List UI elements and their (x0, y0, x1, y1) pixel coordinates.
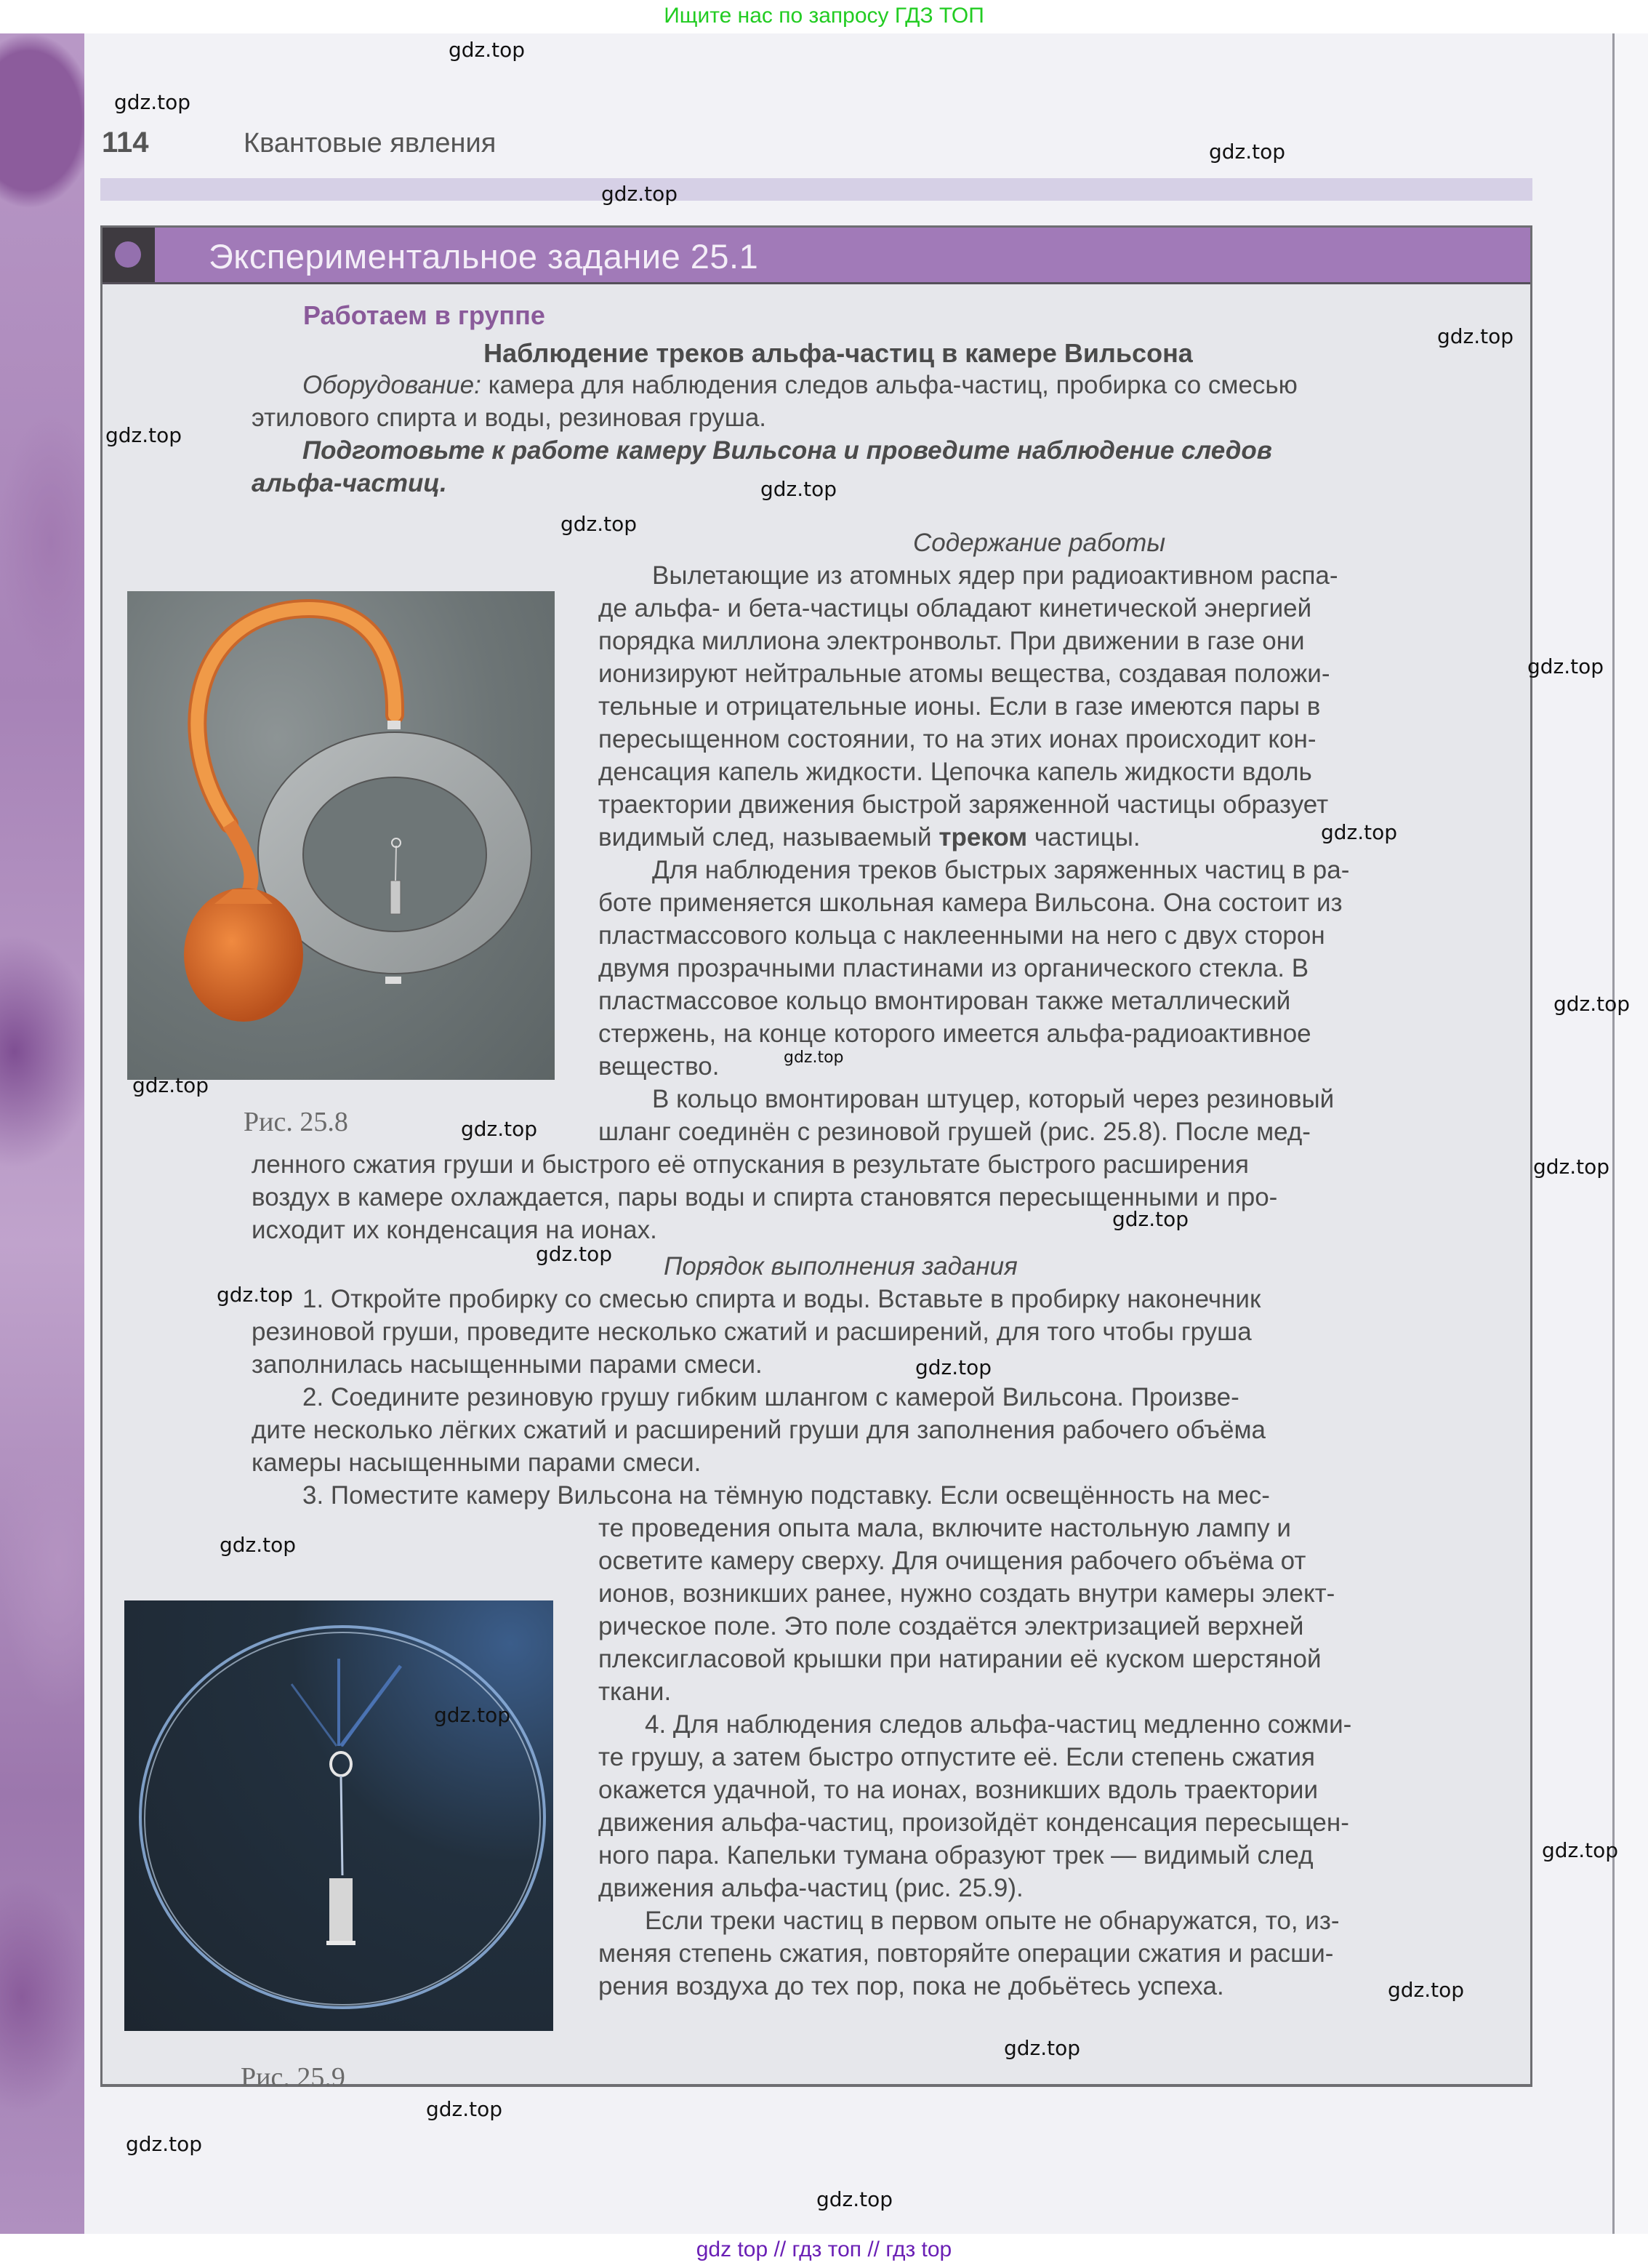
page-edge (1612, 33, 1648, 2234)
content-line: траектории движения быстрой заряженной частицы образует (598, 790, 1329, 819)
watermark: gdz.top (132, 1073, 209, 1097)
task-title: Наблюдение треков альфа-частиц в камере Вильсона (483, 338, 1193, 368)
watermark: gdz.top (601, 182, 678, 206)
step-4-line: ного пара. Капельки тумана образуют трек — видимый след (598, 1841, 1314, 1870)
step-3-line: плексигласовой крышки при натирании её куском шерстяной (598, 1645, 1322, 1673)
fitting-line: исходит их конденсация на ионах. (252, 1216, 657, 1244)
step-4-line: те грушу, а затем быстро отпустите её. Если степень сжатия (598, 1743, 1315, 1771)
watermark: gdz.top (449, 38, 526, 62)
decorative-purple-strip (0, 33, 84, 2234)
fitting-line: ленного сжатия груши и быстрого её отпускания в результате быстрого расширения (252, 1150, 1249, 1179)
watermark: gdz.top (220, 1533, 297, 1557)
watermark: gdz.top (1553, 992, 1631, 1016)
watermark: gdz.top (114, 90, 191, 114)
content-line: Вылетающие из атомных ядер при радиоактивном распа- (652, 561, 1338, 590)
watermark: gdz.top (760, 477, 837, 501)
final-line: Если треки частиц в первом опыте не обнаружатся, то, из- (645, 1907, 1340, 1935)
content-line: порядка миллиона электронвольт. При движении в газе они (598, 627, 1305, 655)
content-line: денсация капель жидкости. Цепочка капель жидкости вдоль (598, 758, 1312, 786)
figure-25-9-caption: Рис. 25.9 (241, 2062, 345, 2093)
figure-25-8-caption: Рис. 25.8 (244, 1107, 348, 1137)
bullet-dot-icon (115, 241, 141, 268)
step-3-line: рическое поле. Это поле создаётся электризацией верхней (598, 1612, 1304, 1640)
watermark: gdz.top (1112, 1207, 1189, 1231)
watermark: gdz.top (1388, 1978, 1465, 2002)
fitting-line: шланг соединён с резиновой грушей (рис. 25.8). После мед- (598, 1118, 1311, 1146)
watermark: gdz.top (1004, 2036, 1081, 2060)
watermark: gdz.top (915, 1355, 992, 1379)
watermark: gdz.top (434, 1703, 511, 1727)
term-track: треком (938, 823, 1028, 851)
watermark: gdz.top (536, 1242, 613, 1266)
figure-25-9-image (124, 1600, 553, 2031)
step-3-line: 3. Поместите камеру Вильсона на тёмную подставку. Если освещённость на мес- (302, 1481, 1270, 1510)
content-line (598, 821, 1141, 854)
watermark: gdz.top (105, 423, 182, 447)
step-4-line: движения альфа-частиц, произойдёт конденсация пересыщен- (598, 1808, 1349, 1837)
step-2-line: камеры насыщенными парами смеси. (252, 1448, 702, 1477)
equipment-label: Оборудование: (302, 371, 481, 399)
chamber-line: боте применяется школьная камера Вильсона. Она состоит из (598, 889, 1343, 917)
watermark: gdz.top (560, 512, 638, 536)
text-fragment: частицы. (1027, 823, 1141, 851)
step-4-line: движения альфа-частиц (рис. 25.9). (598, 1874, 1024, 1902)
watermark: gdz.top (426, 2097, 503, 2121)
header-rule (100, 178, 1532, 201)
watermark: gdz.top (1209, 140, 1286, 164)
page-number: 114 (102, 127, 149, 159)
top-promo-banner: Ищите нас по запросу ГДЗ ТОП (0, 0, 1648, 33)
step-4-line: окажется удачной, то на ионах, возникших вдоль траектории (598, 1776, 1318, 1804)
step-3-line: ткани. (598, 1678, 672, 1706)
watermark: gdz.top (217, 1283, 294, 1307)
figure-25-8-image (127, 591, 555, 1080)
experimental-task-box (100, 225, 1532, 2093)
watermark: gdz.top (1437, 324, 1514, 348)
step-4-line: 4. Для наблюдения следов альфа-частиц медленно сожми- (645, 1710, 1352, 1739)
watermark: gdz.top (1533, 1155, 1610, 1179)
equipment-text: камера для наблюдения следов альфа-частиц, пробирка со смесью (481, 371, 1298, 399)
content-line: ионизируют нейтральные атомы вещества, создавая положи- (598, 660, 1330, 688)
running-head: Квантовые явления (244, 128, 497, 159)
textbook-page (0, 33, 1648, 2234)
step-1-line: заполнилась насыщенными парами смеси. (252, 1350, 763, 1379)
step-2-line: 2. Соедините резиновую грушу гибким шлангом с камерой Вильсона. Произве- (302, 1383, 1239, 1411)
chamber-line: стержень, на конце которого имеется альфа-радиоактивное (598, 1019, 1311, 1048)
watermark: gdz.top (461, 1117, 538, 1141)
wilson-chamber-illustration (127, 591, 555, 1080)
watermark: gdz.top (1527, 654, 1604, 678)
fitting-line: воздух в камере охлаждается, пары воды и спирта становятся пересыщенными и про- (252, 1183, 1278, 1211)
step-1-line: резиновой груши, проведите несколько сжатий и расширений, для того чтобы груша (252, 1318, 1252, 1346)
chamber-line: вещество. (598, 1052, 720, 1081)
alpha-tracks-photo (124, 1600, 553, 2031)
header-square (103, 228, 155, 282)
content-heading: Содержание работы (913, 529, 1166, 557)
watermark: gdz.top (1321, 820, 1398, 844)
chamber-line: пластмассовое кольцо вмонтирован также металлический (598, 987, 1291, 1015)
chamber-line: двумя прозрачными пластинами из органического стекла. В (598, 954, 1309, 982)
final-line: рения воздуха до тех пор, пока не добьётесь успеха. (598, 1972, 1224, 2000)
step-3-line: те проведения опыта мала, включите настольную лампу и (598, 1514, 1291, 1542)
content-line: пересыщенном состоянии, то на этих ионах происходит кон- (598, 725, 1317, 753)
task-header-bar (103, 228, 1530, 284)
procedure-heading: Порядок выполнения задания (664, 1252, 1018, 1281)
bottom-promo-banner: gdz top // гдз топ // гдз top (0, 2234, 1648, 2268)
step-2-line: дите несколько лёгких сжатий и расширений груши для заполнения рабочего объёма (252, 1416, 1266, 1444)
equipment-line: этилового спирта и воды, резиновая груша. (252, 404, 767, 432)
step-3-line: осветите камеру сверху. Для очищения рабочего объёма от (598, 1547, 1306, 1575)
watermark: gdz.top (126, 2132, 203, 2156)
task-header-title: Экспериментальное задание 25.1 (209, 237, 759, 276)
chamber-line: пластмассового кольца с наклеенными на него с двух сторон (598, 921, 1325, 950)
final-line: меняя степень сжатия, повторяйте операции сжатия и расши- (598, 1939, 1334, 1968)
fitting-line: В кольцо вмонтирован штуцер, который через резиновый (652, 1085, 1335, 1113)
watermark: gdz.top (1542, 1838, 1619, 1862)
watermark: gdz.top (784, 1049, 844, 1067)
chamber-line: Для наблюдения треков быстрых заряженных частиц в ра- (652, 856, 1350, 884)
step-3-line: ионов, возникших ранее, нужно создать внутри камеры элект- (598, 1579, 1335, 1608)
content-line: де альфа- и бета-частицы обладают кинетической энергией (598, 594, 1312, 622)
content-line: тельные и отрицательные ионы. Если в газе имеются пары в (598, 692, 1321, 721)
watermark: gdz.top (816, 2187, 893, 2211)
instruction-line: альфа-частиц. (252, 469, 447, 497)
equipment-line (302, 369, 1298, 401)
text-fragment: видимый след, называемый (598, 823, 939, 851)
group-work-label: Работаем в группе (303, 300, 545, 330)
instruction-line: Подготовьте к работе камеру Вильсона и проведите наблюдение следов (302, 436, 1272, 465)
step-1-line: 1. Откройте пробирку со смесью спирта и воды. Вставьте в пробирку наконечник (302, 1285, 1261, 1313)
